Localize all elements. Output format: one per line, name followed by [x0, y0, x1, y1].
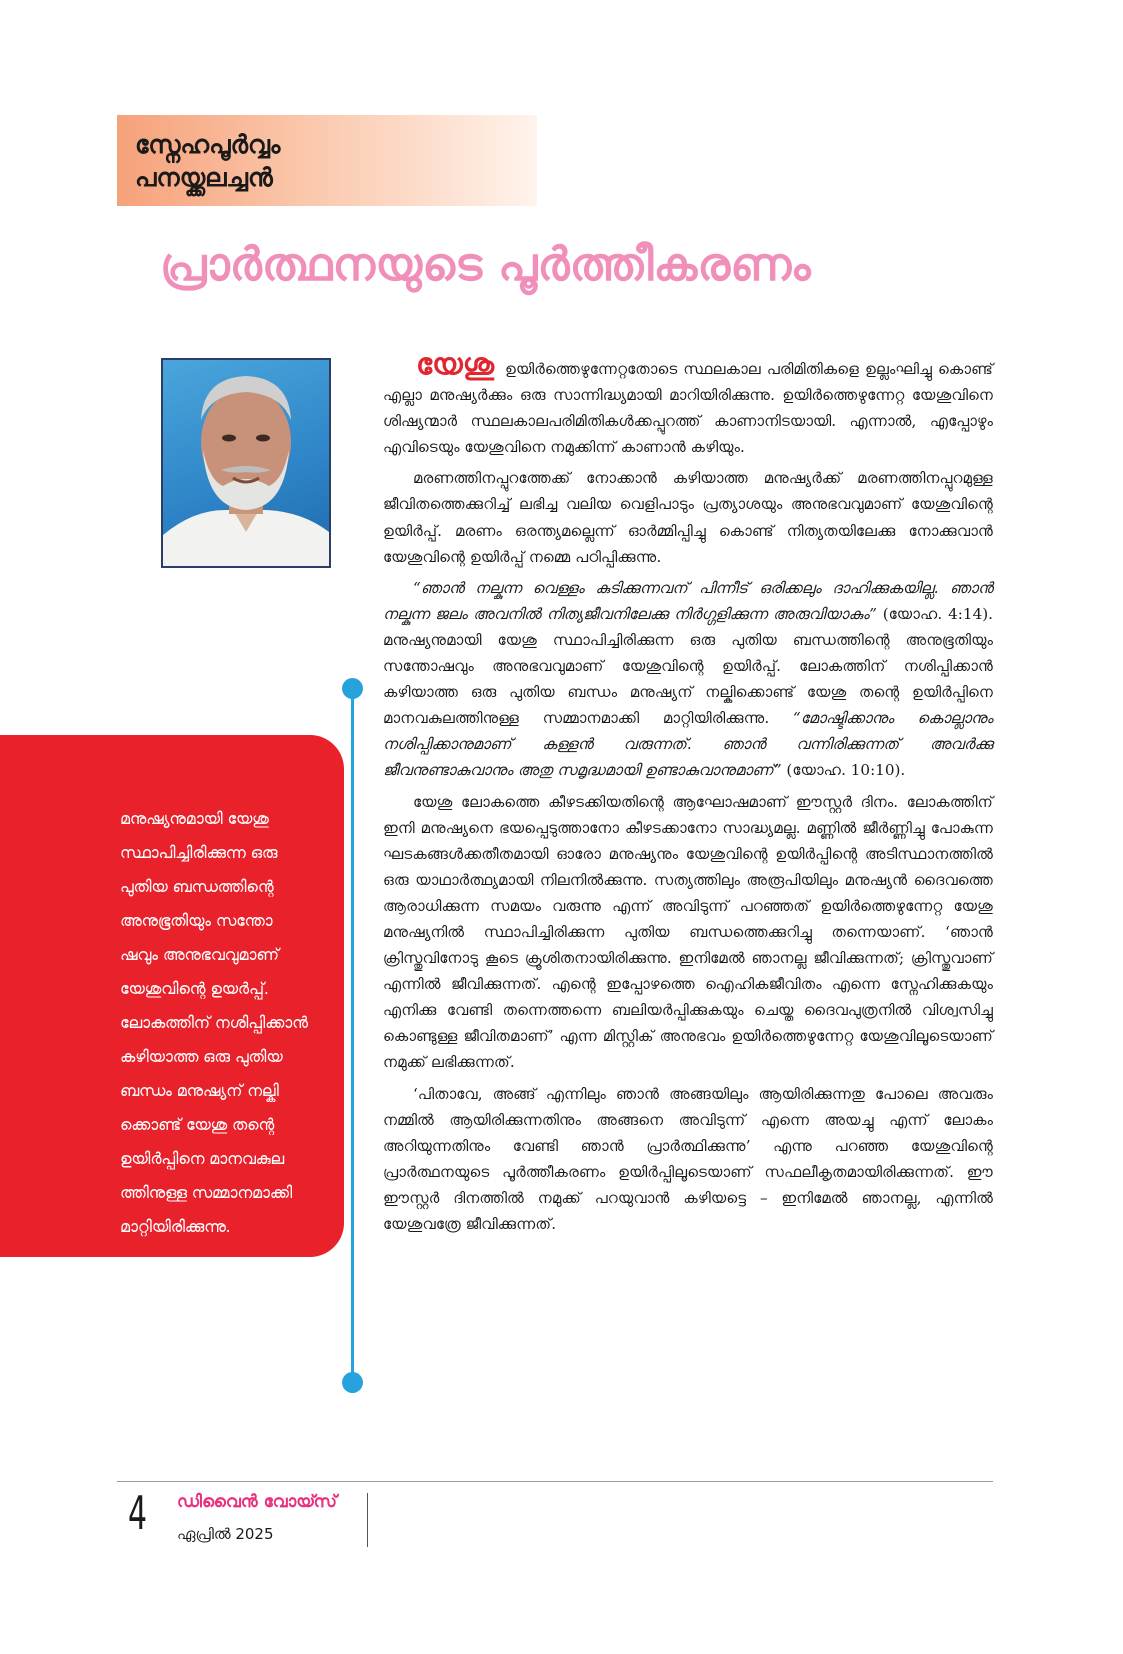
paragraph-5: ‘പിതാവേ, അങ്ങ് എന്നിലും ഞാൻ അങ്ങയിലും ആയിരിക്കുന്നതു പോലെ അവരും നമ്മിൽ ആയിരിക്കുന്നതിനും അങ്ങനെ അവിടുന്ന് എന്നെ അയച്ചു എന്ന് ലോകം അറിയുന്നതിനും വേണ്ടി ഞാൻ പ്രാർത്ഥിക്കുന്നു’ എന്നു പറഞ്ഞ യേശുവിന്റെ പ്രാർത്ഥനയുടെ പൂർത്തീകരണം ഉയിർപ്പിലൂടെയാണ് സഫലീകൃതമായിരിക്കുന്നത്. ഈ ഈസ്റ്റർ ദിനത്തിൽ നമുക്ക് പറയുവാൻ കഴിയട്ടെ – ഇനിമേൽ ഞാനല്ല, എന്നിൽ യേശുവത്രേ ജീവിക്കുന്നത്. — [383, 1084, 993, 1233]
pull-quote-text: മനുഷ്യനുമായി യേശു സ്ഥാപിച്ചിരിക്കുന്ന ഒരു പുതിയ ബന്ധത്തിന്റെ അനുഭൂതിയും സന്തോ ഷവും അനുഭവവുമാണ് യേശുവിന്റെ ഉയർപ്പ്. ലോകത്തിന് നശിപ്പിക്കാൻ കഴിയാത്ത ഒരു പുതിയ ബന്ധം മനുഷ്യന് നല്കി ക്കൊണ്ട് യേശു തന്റെ ഉയിർപ്പിനെ മാനവകുല ത്തിനുള്ള സമ്മാനമാക്കി മാറ്റിയിരിക്കുന്നു. — [120, 809, 308, 1236]
scripture-reference: (യോഹ. 10:10). — [781, 761, 906, 780]
rule-dot-top — [342, 678, 363, 699]
issue-date: ഏപ്രിൽ 2025 — [177, 1525, 274, 1543]
rule-dot-bottom — [342, 1372, 363, 1393]
author-photo — [161, 358, 331, 568]
paragraph-3 — [383, 575, 993, 784]
paragraph-4: യേശു ലോകത്തെ കീഴടക്കിയതിന്റെ ആഘോഷമാണ് ഈസ്റ്റർ ദിനം. ലോകത്തിന് ഇനി മനുഷ്യനെ ഭയപ്പെടുത്താനോ കീഴടക്കാനോ സാദ്ധ്യമല്ല. മണ്ണിൽ ജീർണ്ണിച്ചു പോകുന്ന ഘടകങ്ങൾക്കതീതമായി ഓരോ മനുഷ്യനും യേശുവിന്റെ ഉയിർപ്പിന്റെ അടിസ്ഥാനത്തിൽ ഒരു യാഥാർത്ഥ്യമായി നിലനിൽക്കുന്നു. സത്യത്തിലും അരൂപിയിലും മനുഷ്യൻ ദൈവത്തെ ആരാധിക്കുന്ന സമയം വരുന്നു എന്ന് അവിടുന്ന് പറഞ്ഞത് ഉയിർത്തെഴുന്നേറ്റ യേശു മനുഷ്യനിൽ സ്ഥാപിച്ചിരിക്കുന്ന പുതിയ ബന്ധത്തെക്കുറിച്ചു തന്നെയാണ്. ‘ഞാൻ ക്രിസ്തുവിനോടു കൂടെ ക്രൂശിതനായിരിക്കുന്നു. ഇനിമേൽ ഞാനല്ല ജീവിക്കുന്നത്; ക്രിസ്തുവാണ് എന്നിൽ ജീവിക്കുന്നത്. എന്റെ ഇപ്പോഴത്തെ ഐഹികജീവിതം എന്നെ സ്നേഹിക്കുകയും എനിക്കു വേണ്ടി തന്നെത്തന്നെ ബലിയർപ്പിക്കുകയും ചെയ്ത ദൈവപുത്രനിൽ വിശ്വസിച്ചു കൊണ്ടുള്ള ജീവിതമാണ്’ എന്ന മിസ്റ്റിക് അനുഭവം ഉയിർത്തെഴുന്നേറ്റ യേശുവിലൂടെയാണ് നമുക്ക് ലഭിക്കുന്നത്. — [383, 792, 993, 1072]
scripture-quote: “ഞാൻ നല്കുന്ന വെള്ളം കുടിക്കുന്നവന് പിന്നീട് ഒരിക്കലും ദാഹിക്കുകയില്ല. ഞാൻ നല്കുന്ന ജലം അവനിൽ നിത്യജീവനിലേക്കു നിർഗ്ഗളിക്കുന്ന അരുവിയാകും” — [383, 578, 993, 623]
paragraph-3-text: മനുഷ്യനുമായി യേശു സ്ഥാപിച്ചിരിക്കുന്ന ഒരു പുതിയ ബന്ധത്തിന്റെ അനുഭൂതിയും സന്തോഷവും അനുഭവവുമാണ് യേശുവിന്റെ ഉയിർപ്പ്. ലോകത്തിന് നശിപ്പിക്കാൻ കഴിയാത്ത ഒരു പുതിയ ബന്ധം മനുഷ്യന് നല്കിക്കൊണ്ട് യേശു തന്റെ ഉയിർപ്പിനെ മാനവകുലത്തിനുള്ള സമ്മാനമാക്കി മാറ്റിയിരിക്കുന്നു. — [383, 630, 993, 728]
footer-rule — [117, 1481, 993, 1482]
page-number: 4 — [128, 1486, 148, 1540]
paragraph-1-text: ഉയിർത്തെഴുന്നേറ്റതോടെ സ്ഥലകാല പരിമിതികളെ ഉല്ലംഘിച്ചു കൊണ്ട് എല്ലാ മനുഷ്യർക്കും ഒരു സാന്നിദ്ധ്യമായി മാറിയിരിക്കുന്നു. ഉയിർത്തെഴുന്നേറ്റ യേശുവിനെ ശിഷ്യന്മാർ സ്ഥലകാലപരിമിതികൾക്കപ്പുറത്ത് കാണാനിടയായി. എന്നാൽ, എപ്പോഴും എവിടെയും യേശുവിനെ നമുക്കിന്ന് കാണാൻ കഴിയും. — [383, 360, 993, 457]
article-title: പ്രാർത്ഥനയുടെ പൂർത്തീകരണം — [160, 237, 811, 291]
magazine-name: ഡിവൈൻ വോയ്സ് — [177, 1492, 337, 1512]
paragraph-1 — [383, 347, 993, 460]
column-author: പനയ്ക്കലച്ചൻ — [135, 163, 273, 192]
column-name: സ്നേഹപൂർവ്വം — [135, 130, 281, 159]
footer-divider — [367, 1493, 368, 1547]
drop-word: യേശു — [416, 347, 494, 382]
paragraph-2: മരണത്തിനപ്പുറത്തേക്ക് നോക്കാൻ കഴിയാത്ത മനുഷ്യർക്ക് മരണത്തിനപ്പുറമുള്ള ജീവിതത്തെക്കുറിച്ച് ലഭിച്ച വലിയ വെളിപാടും പ്രത്യാശയും അനുഭവവുമാണ് യേശുവിന്റെ ഉയിർപ്പ്. മരണം ഒരന്ത്യമല്ലെന്ന് ഓർമ്മിപ്പിച്ചു കൊണ്ട് നിത്യതയിലേക്കു നോക്കുവാൻ യേശുവിന്റെ ഉയിർപ്പ് നമ്മെ പഠിപ്പിക്കുന്നു. — [383, 469, 993, 566]
article-body — [383, 347, 994, 1242]
decorative-rule — [351, 688, 354, 1382]
author-portrait-icon — [163, 360, 329, 566]
scripture-quote: “മോഷ്ടിക്കാനും കൊല്ലാനും നശിപ്പിക്കാനുമാണ് കള്ളൻ വരുന്നത്. ഞാൻ വന്നിരിക്കുന്നത് അവർക്കു ജീവനുണ്ടാകുവാനും അതു സമൃദ്ധമായി ഉണ്ടാകുവാനുമാണ്” — [383, 709, 994, 780]
scripture-reference: (യോഹ. 4:14). — [876, 604, 993, 623]
